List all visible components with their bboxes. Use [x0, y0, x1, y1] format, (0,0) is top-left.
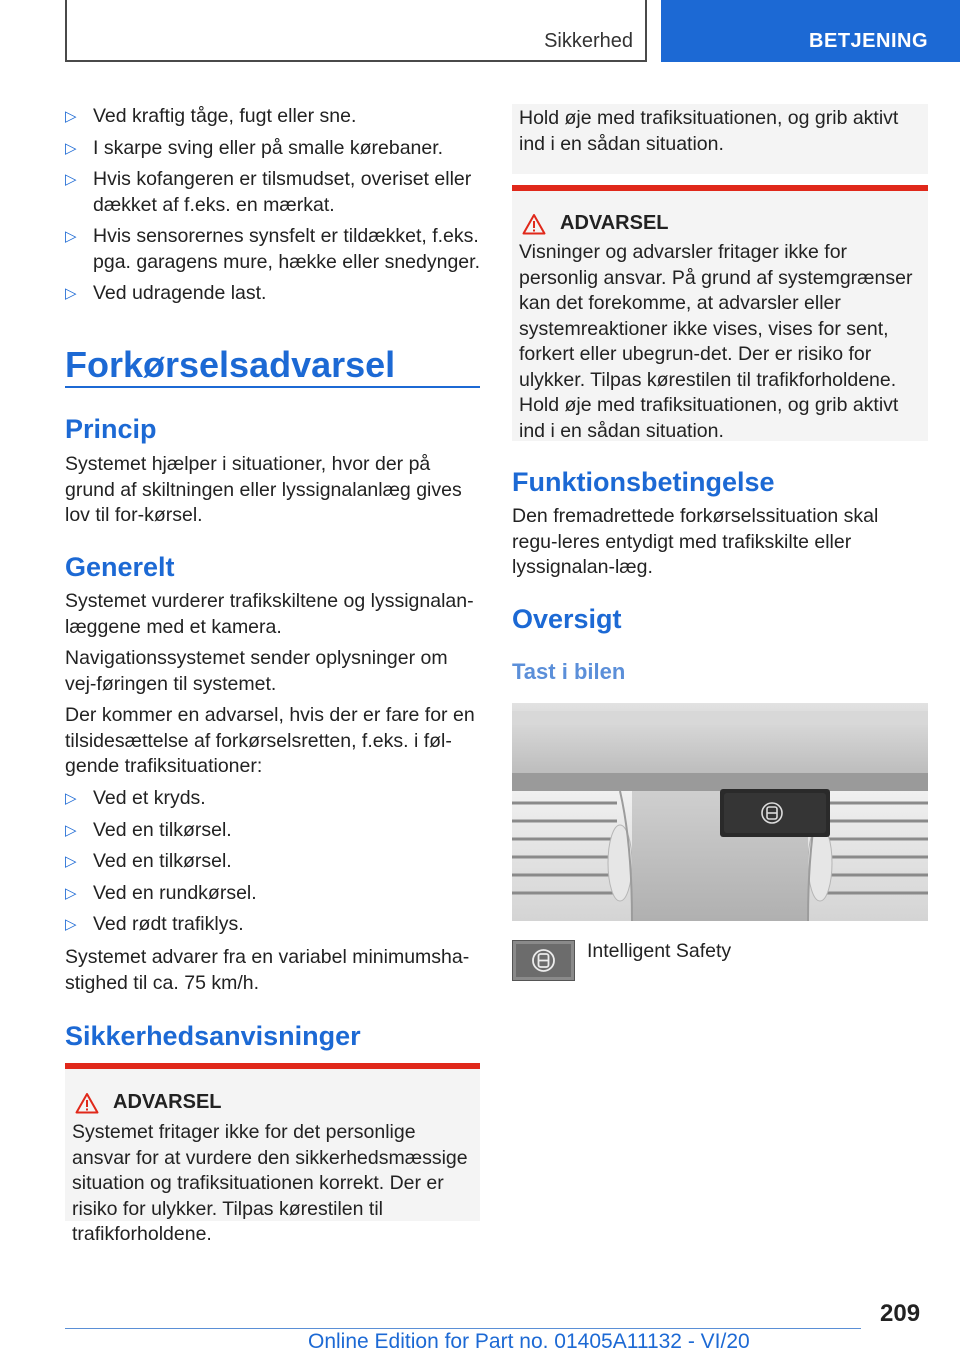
- triangle-bullet-icon: ▷: [65, 108, 77, 125]
- triangle-bullet-icon: ▷: [65, 228, 77, 245]
- funktion-heading: Funktionsbetingelse: [512, 467, 775, 497]
- warning-title: ADVARSEL: [512, 191, 928, 235]
- button-label: Intelligent Safety: [587, 940, 732, 962]
- warning-text: Visninger og advarsler fritager ikke for personlig ansvar. På grund af systemgrænser kan det forekomme, at advarsler eller systemreaktioner ikke vises, vises for sent, forkert eller ubegrun-det. Der er risiko for ulykker. Tilpas kørestilen til trafikforholdene. Hold øje med trafiksituationen, og grib aktivt ind i en sådan situation.: [519, 241, 913, 442]
- chapter-title: BETJENING: [809, 30, 928, 52]
- generelt-paragraph-3: Der kommer en advarsel, hvis der er fare for en tilsidesættelse af forkørselsretten, f.eks. i føl-gende trafiksituationer:: [65, 704, 475, 777]
- generelt-heading: Generelt: [65, 552, 175, 582]
- triangle-bullet-icon: ▷: [65, 821, 77, 839]
- continued-warning-box: [512, 104, 928, 174]
- intelligent-safety-button: [512, 940, 575, 981]
- list-item: ▷ Ved en tilkørsel.: [65, 818, 480, 844]
- list-item: ▷ Ved kraftig tåge, fugt eller sne.: [65, 104, 480, 130]
- warning-text: Systemet fritager ikke for det personlige ansvar for at vurdere den sikkerhedsmæssige situation og trafiksituationen korrekt. Der er risiko for ulykker. Tilpas kørestilen til trafikforholdene.: [72, 1121, 468, 1245]
- chapter-heading: Forkørselsadvarsel: [65, 344, 396, 385]
- header-chapter-tab: [661, 0, 960, 62]
- princip-paragraph: Systemet hjælper i situationer, hvor der på grund af skiltningen eller lyssignalanlæg gives lov til for-kørsel.: [65, 453, 462, 526]
- list-item: ▷ Ved en rundkørsel.: [65, 881, 480, 907]
- dashboard-button-photo: [512, 703, 928, 921]
- triangle-bullet-icon: ▷: [65, 285, 77, 302]
- list-item: ▷ Hvis sensorernes synsfelt er tildækket, f.eks. pga. garagens mure, hække eller snedynger.: [65, 224, 480, 275]
- warning-title: ADVARSEL: [65, 1069, 480, 1114]
- triangle-bullet-icon: ▷: [65, 171, 77, 188]
- footer-edition: Online Edition for Part no. 01405A11132 - VI/20: [308, 1330, 750, 1353]
- list-item: ▷ Ved udragende last.: [65, 281, 480, 307]
- list-item: ▷ Ved en tilkørsel.: [65, 849, 480, 875]
- safety-heading: Sikkerhedsanvisninger: [65, 1021, 361, 1051]
- page-number: 209: [880, 1300, 921, 1327]
- triangle-bullet-icon: ▷: [65, 139, 77, 157]
- tast-heading: Tast i bilen: [512, 659, 626, 684]
- warning-triangle-icon: [522, 213, 546, 235]
- triangle-bullet-icon: ▷: [65, 853, 77, 870]
- triangle-bullet-icon: ▷: [65, 916, 77, 933]
- intelligent-safety-icon: [513, 941, 574, 980]
- triangle-bullet-icon: ▷: [65, 884, 77, 902]
- list-item: ▷ Ved rødt trafiklys.: [65, 912, 480, 938]
- funktion-paragraph: Den fremadrettede forkørselssituation skal regu-leres entydigt med trafikskilte eller lyssignalan-læg.: [512, 505, 879, 578]
- warning-box-2: [512, 185, 928, 441]
- generelt-paragraph-1: Systemet vurderer trafikskiltene og lyssignalan-læggene med et kamera.: [65, 590, 474, 638]
- list-item: ▷ I skarpe sving eller på smalle kørebaner.: [65, 136, 480, 162]
- oversigt-heading: Oversigt: [512, 604, 622, 634]
- speed-paragraph: Systemet advarer fra en variabel minimumsha-stighed til ca. 75 km/h.: [65, 946, 470, 994]
- continued-warning-text: Hold øje med trafiksituationen, og grib aktivt ind i en sådan situation.: [519, 107, 899, 155]
- bullet-list-situations: [65, 786, 480, 938]
- list-item: ▷ Ved et kryds.: [65, 786, 480, 812]
- princip-heading: Princip: [65, 414, 157, 444]
- footer-rule: [65, 1328, 861, 1329]
- warning-triangle-icon: [75, 1092, 99, 1114]
- list-item: ▷ Hvis kofangeren er tilsmudset, overiset eller dækket af f.eks. en mærkat.: [65, 167, 480, 218]
- bullet-list-conditions: [65, 104, 480, 307]
- heading-rule: [65, 386, 480, 388]
- generelt-paragraph-2: Navigationssystemet sender oplysninger om vej-føringen til systemet.: [65, 647, 448, 695]
- warning-box-1: [65, 1063, 480, 1245]
- triangle-bullet-icon: ▷: [65, 790, 77, 807]
- header-section-tab: [65, 0, 647, 62]
- section-title: Sikkerhed: [544, 30, 633, 52]
